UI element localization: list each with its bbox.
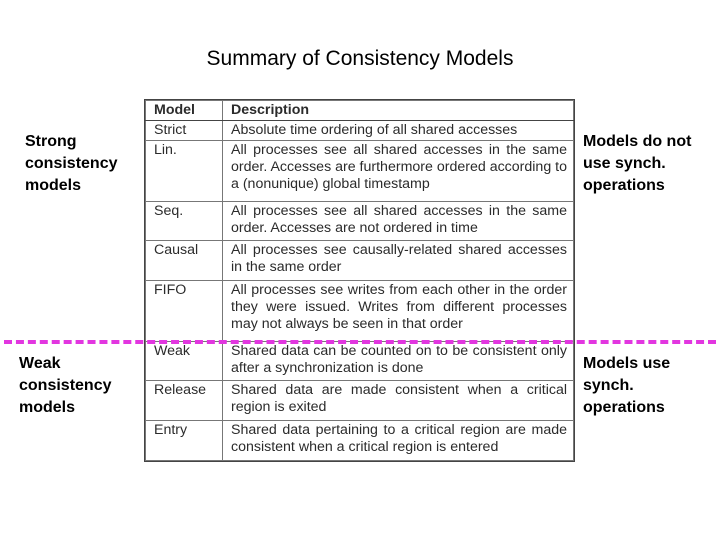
description-cell: Shared data are made consistent when a critical region is exited: [223, 381, 574, 421]
weak-label-line: models: [19, 399, 76, 416]
slide-title: Summary of Consistency Models: [206, 47, 514, 70]
strong-weak-divider: [4, 340, 716, 344]
model-cell: Weak: [146, 341, 223, 381]
model-cell: FIFO: [146, 281, 223, 341]
no-sync-label: [583, 131, 691, 197]
weak-consistency-label: [19, 353, 111, 419]
sync-label-line: synch.: [583, 377, 634, 394]
sync-label-line: operations: [583, 399, 665, 416]
weak-label-line: Weak: [19, 355, 61, 372]
table-row: [146, 381, 574, 421]
table-header-row: [146, 101, 574, 121]
sync-label-line: Models use: [583, 355, 671, 372]
model-cell: Strict: [146, 121, 223, 141]
table-row: [146, 421, 574, 461]
model-cell: Release: [146, 381, 223, 421]
weak-label-line: consistency: [19, 377, 112, 394]
models-table: [145, 100, 574, 461]
table-row: [146, 141, 574, 201]
model-cell: Seq.: [146, 201, 223, 241]
model-cell: Causal: [146, 241, 223, 281]
table-row: [146, 281, 574, 341]
strong-label-line: models: [25, 177, 82, 194]
sync-label: [583, 353, 670, 419]
table-row: [146, 121, 574, 141]
no-sync-label-line: Models do not: [583, 133, 692, 150]
header-description: Description: [223, 101, 574, 121]
model-cell: Entry: [146, 421, 223, 461]
header-model: Model: [146, 101, 223, 121]
description-cell: All processes see causally-related shared accesses in the same order: [223, 241, 574, 281]
strong-label-line: Strong: [25, 133, 77, 150]
no-sync-label-line: use synch.: [583, 155, 666, 172]
consistency-models-table: [144, 99, 575, 462]
strong-consistency-label: [25, 131, 117, 197]
description-cell: All processes see writes from each other in the order they were issued. Writes from different processes may not always be seen in that order: [223, 281, 574, 341]
model-cell: Lin.: [146, 141, 223, 201]
description-cell: All processes see all shared accesses in the same order. Accesses are furthermore ordered according to a (nonunique) global timestamp: [223, 141, 574, 201]
table-row: [146, 241, 574, 281]
description-cell: Shared data pertaining to a critical region are made consistent when a critical region is entered: [223, 421, 574, 461]
description-cell: Shared data can be counted on to be consistent only after a synchronization is done: [223, 341, 574, 381]
no-sync-label-line: operations: [583, 177, 665, 194]
description-cell: All processes see all shared accesses in the same order. Accesses are not ordered in time: [223, 201, 574, 241]
table-row: [146, 201, 574, 241]
table-row: [146, 341, 574, 381]
description-cell: Absolute time ordering of all shared accesses: [223, 121, 574, 141]
strong-label-line: consistency: [25, 155, 118, 172]
